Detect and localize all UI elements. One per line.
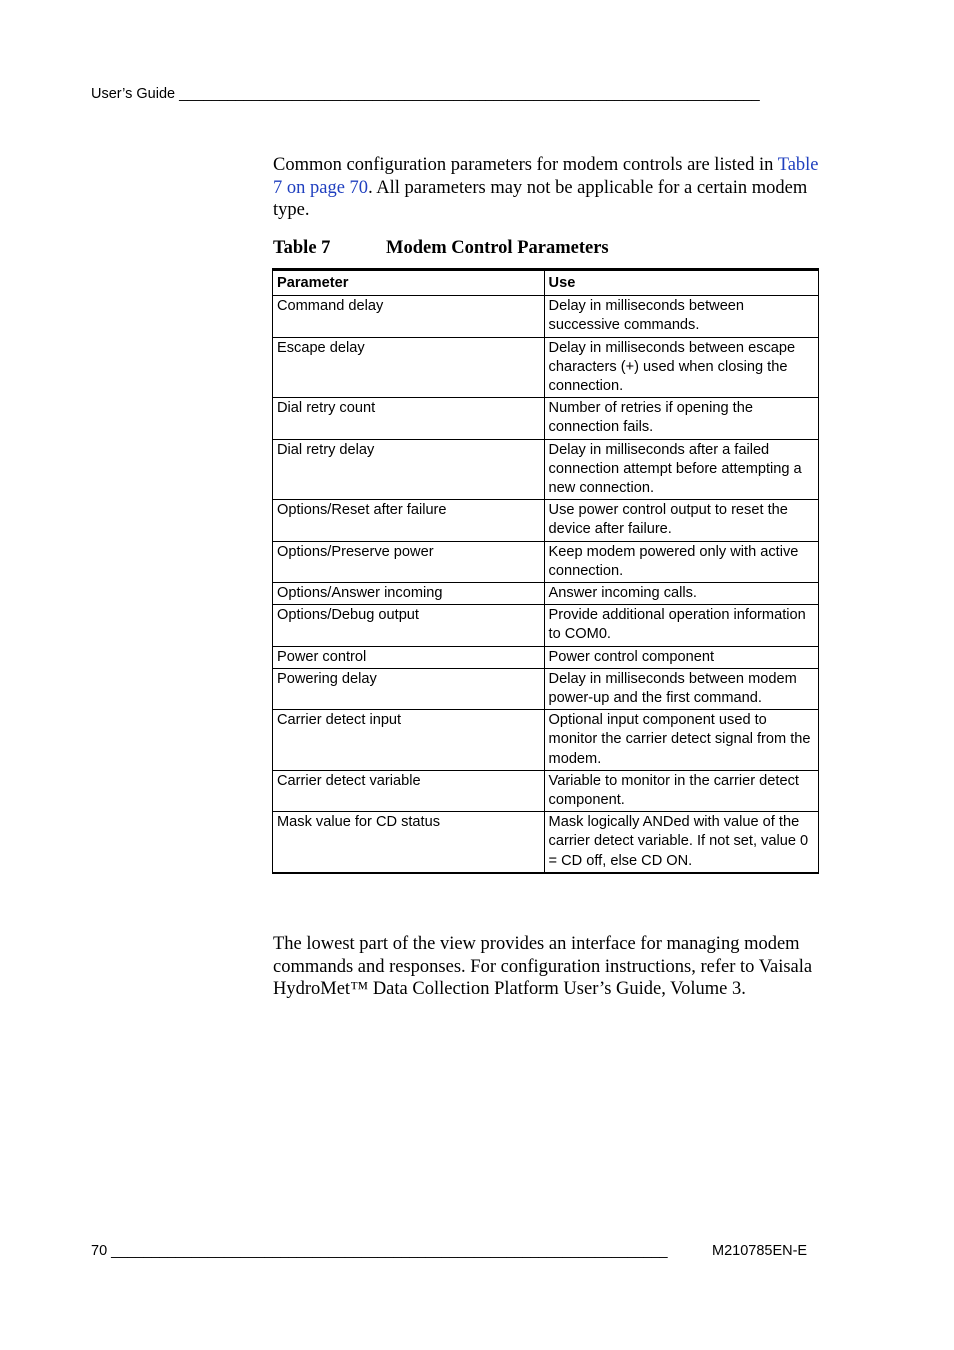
table-body	[273, 296, 819, 873]
cell-parameter: Dial retry delay	[273, 439, 545, 500]
cell-use: Delay in milliseconds between modem power-up and the first command.	[544, 668, 818, 709]
cell-use: Delay in milliseconds after a failed connection attempt before attempting a new connection.	[544, 439, 818, 500]
cell-parameter: Power control	[273, 646, 545, 668]
cell-parameter: Options/Answer incoming	[273, 583, 545, 605]
document-code: M210785EN-E	[712, 1243, 808, 1259]
closing-paragraph: The lowest part of the view provides an interface for managing modem commands and responses. For configuration instructions, refer to Vaisala HydroMet™ Data Collection Platform User’s Guide, Volume 3.	[273, 934, 813, 1000]
page-footer-number: 70 _____________________________________________________________________	[91, 1243, 668, 1259]
table-row	[273, 296, 819, 337]
intro-paragraph	[273, 154, 825, 222]
page-header: User’s Guide ________________________________________________________________________	[91, 86, 760, 102]
cell-parameter: Options/Preserve power	[273, 541, 545, 582]
table-row	[273, 337, 819, 398]
cell-use: Delay in milliseconds between successive commands.	[544, 296, 818, 337]
cell-use: Answer incoming calls.	[544, 583, 818, 605]
cell-parameter: Options/Reset after failure	[273, 500, 545, 541]
table-caption-title: Modem Control Parameters	[386, 238, 609, 258]
table-row	[273, 668, 819, 709]
cell-use: Optional input component used to monitor the carrier detect signal from the modem.	[544, 710, 818, 771]
cell-use: Variable to monitor in the carrier detect component.	[544, 770, 818, 811]
cell-use: Delay in milliseconds between escape characters (+) used when closing the connection.	[544, 337, 818, 398]
table-row	[273, 541, 819, 582]
table-header-row	[273, 270, 819, 296]
cell-parameter: Dial retry count	[273, 398, 545, 439]
table-row	[273, 710, 819, 771]
intro-text-after: . All parameters may not be applicable for a certain modem type.	[273, 177, 808, 221]
cell-use: Use power control output to reset the device after failure.	[544, 500, 818, 541]
cell-parameter: Command delay	[273, 296, 545, 337]
table-row	[273, 439, 819, 500]
cell-parameter: Powering delay	[273, 668, 545, 709]
cell-use: Power control component	[544, 646, 818, 668]
column-header-parameter: Parameter	[273, 270, 545, 296]
table-row	[273, 770, 819, 811]
table-row	[273, 812, 819, 873]
table-row	[273, 583, 819, 605]
cell-parameter: Carrier detect input	[273, 710, 545, 771]
table-row	[273, 398, 819, 439]
table-row	[273, 646, 819, 668]
column-header-use: Use	[544, 270, 818, 296]
cell-use: Number of retries if opening the connection fails.	[544, 398, 818, 439]
table-caption-number: Table 7	[273, 238, 331, 258]
modem-control-parameters-table	[272, 268, 819, 874]
cell-use: Keep modem powered only with active connection.	[544, 541, 818, 582]
cell-use: Provide additional operation information to COM0.	[544, 605, 818, 646]
table-caption	[273, 238, 609, 259]
table-row	[273, 605, 819, 646]
cell-use: Mask logically ANDed with value of the carrier detect variable. If not set, value 0 = CD off, else CD ON.	[544, 812, 818, 873]
cell-parameter: Carrier detect variable	[273, 770, 545, 811]
cell-parameter: Escape delay	[273, 337, 545, 398]
cell-parameter: Mask value for CD status	[273, 812, 545, 873]
cell-parameter: Options/Debug output	[273, 605, 545, 646]
table-row	[273, 500, 819, 541]
intro-text-before: Common configuration parameters for modem controls are listed in	[273, 155, 778, 175]
table-reference-link[interactable]: Table 7 on page 70	[273, 155, 819, 198]
